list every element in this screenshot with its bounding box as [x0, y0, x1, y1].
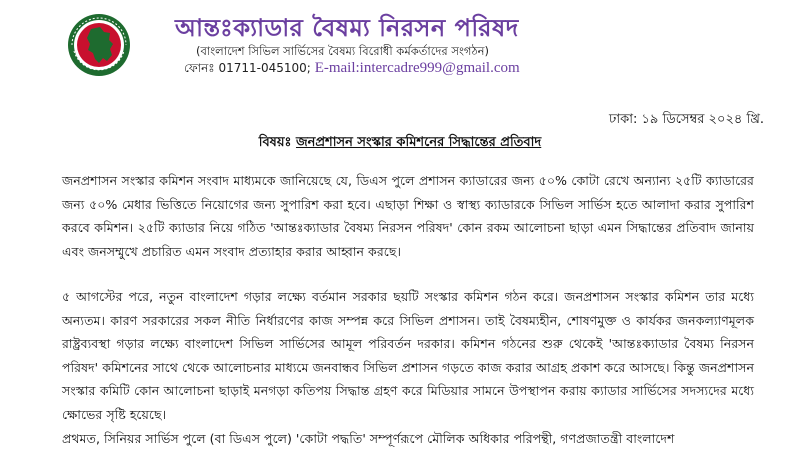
paragraph-3: প্রথমত, সিনিয়র সার্ভিস পুলে (বা ডিএস পুলে) 'কোটা পদ্ধতি' সম্পূর্ণরূপে মৌলিক অধিকার পরিপন্থী, গণপ্রজাতন্ত্রী বাংলাদেশ: [62, 431, 675, 446]
organization-title: আন্তঃক্যাডার বৈষম্য নিরসন পরিষদ: [175, 14, 519, 42]
phone-number: ফোনঃ 01711-045100;: [184, 61, 311, 75]
contact-line: [184, 60, 520, 80]
subject-text: জনপ্রশাসন সংস্কার কমিশনের সিদ্ধান্তের প্রতিবাদ: [295, 135, 542, 150]
paragraph-2: ৫ আগস্টের পরে, নতুন বাংলাদেশ গড়ার লক্ষ্যে বর্তমান সরকার ছয়টি সংস্কার কমিশন গঠন করে। জনপ্রশাসন সংস্কার কমিশন তার মধ্যে অন্যতম। কারণ সরকারের সকল নীতি নির্ধারণের কাজ সম্পন্ন করে সিভিল প্রশাসন। তাই বৈষম্যহীন, শোষণমুক্ত ও কার্যকর জনকল্যাণমূলক রাষ্ট্রব্যবস্থা গড়ার লক্ষ্যে বাংলাদেশ সিভিল সার্ভিসের আমূল পরিবর্তন দরকার। কমিশন গঠনের শুরু থেকেই 'আন্তঃক্যাডার বৈষম্য নিরসন পরিষদ' কমিশনের সাথে থেকে আলোচনার মাধ্যমে জনবান্ধব সিভিল প্রশাসন গড়তে কাজ করার আগ্রহ প্রকাশ করে আসছে। কিন্তু জনপ্রশাসন সংস্কার কমিটি কোন আলোচনা ছাড়াই মনগড়া কতিপয় সিদ্ধান্ত গ্রহণ করে মিডিয়ার সামনে উপস্থাপন করায় ক্যাডার সার্ভিসের সদস্যদের মধ্যে ক্ষোভের সৃষ্টি হয়েছে।: [62, 289, 754, 422]
document-subject: [0, 133, 800, 154]
document-date: ঢাকা: ১৯ ডিসেম্বর ২০২৪ খ্রি.: [609, 112, 764, 127]
subject-label: বিষয়ঃ: [258, 135, 292, 150]
bangladesh-map-emblem-icon: [66, 13, 132, 77]
organization-logo: [66, 13, 132, 77]
paragraph-1: জনপ্রশাসন সংস্কার কমিশন সংবাদ মাধ্যমকে জানিয়েছে যে, ডিএস পুলে প্রশাসন ক্যাডারের জন্য ৫০% কোটা রেখে অন্যান্য ২৫টি ক্যাডারের জন্য ৫০% মেধার ভিত্তিতে নিয়োগের জন্য সুপারিশ করা হবে। এছাড়া শিক্ষা ও স্বাস্থ্য ক্যাডারকে সিভিল সার্ভিস হতে আলাদা করার সুপারিশ করবে কমিশন। ২৫টি ক্যাডার নিয়ে গঠিত 'আন্তঃক্যাডার বৈষম্য নিরসন পরিষদ' কোন রকম আলোচনা ছাড়া এমন সিদ্ধান্তের প্রতিবাদ জানায় এবং জনসম্মুখে প্রচারিত এমন সংবাদ প্রত্যাহার করার আহ্বান করছে।: [62, 173, 754, 259]
organization-subtitle: (বাংলাদেশ সিভিল সার্ভিসের বৈষম্য বিরোধী কর্মকর্তাদের সংগঠন): [196, 44, 489, 58]
email-address: E-mail:intercadre999@gmail.com: [314, 60, 520, 76]
